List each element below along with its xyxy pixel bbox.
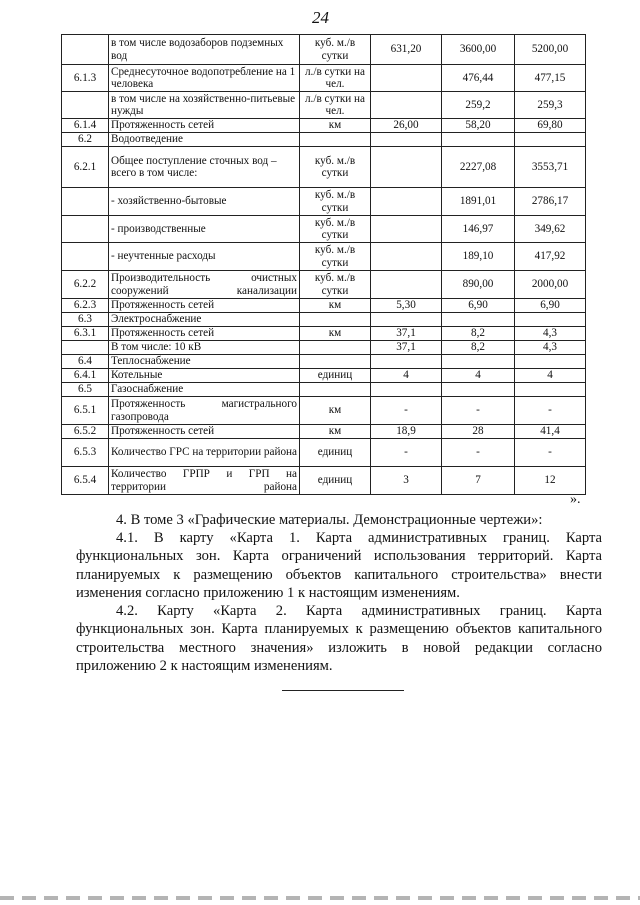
cell-v1: 37,1 <box>371 341 442 355</box>
cell-unit: куб. м./в сутки <box>300 271 371 299</box>
cell-code: 6.5.3 <box>62 439 109 467</box>
table-row <box>62 327 586 341</box>
cell-v1 <box>371 216 442 243</box>
cell-name: Протяженность сетей <box>109 327 300 341</box>
cell-name: Теплоснабжение <box>109 355 300 369</box>
cell-v1: 26,00 <box>371 119 442 133</box>
cell-v1 <box>371 188 442 216</box>
cell-code: 6.5.4 <box>62 467 109 495</box>
cell-v3: 4 <box>515 369 586 383</box>
cell-v1: 5,30 <box>371 299 442 313</box>
cell-code: 6.5 <box>62 383 109 397</box>
cell-v2: 7 <box>442 467 515 495</box>
cell-v3: 6,90 <box>515 299 586 313</box>
cell-unit: км <box>300 119 371 133</box>
table-row <box>62 355 586 369</box>
cell-v2: 189,10 <box>442 243 515 271</box>
cell-code: 6.3.1 <box>62 327 109 341</box>
cell-code <box>62 216 109 243</box>
cell-unit: единиц <box>300 439 371 467</box>
cell-unit: куб. м./в сутки <box>300 35 371 65</box>
cell-v2: 6,90 <box>442 299 515 313</box>
cell-unit <box>300 341 371 355</box>
cell-v2 <box>442 313 515 327</box>
cell-v3: 41,4 <box>515 425 586 439</box>
cell-unit: км <box>300 397 371 425</box>
cell-unit <box>300 313 371 327</box>
cell-v3: 69,80 <box>515 119 586 133</box>
cell-v2: 8,2 <box>442 327 515 341</box>
cell-unit: куб. м./в сутки <box>300 243 371 271</box>
cell-unit: единиц <box>300 467 371 495</box>
cell-name: - неучтенные расходы <box>109 243 300 271</box>
table-row <box>62 397 586 425</box>
cell-name: в том числе водозаборов подземных вод <box>109 35 300 65</box>
cell-code <box>62 35 109 65</box>
cell-v3 <box>515 355 586 369</box>
cell-name: Протяженность сетей <box>109 299 300 313</box>
cell-v3 <box>515 383 586 397</box>
cell-unit <box>300 133 371 147</box>
cell-unit <box>300 383 371 397</box>
cell-v2 <box>442 355 515 369</box>
cell-v2 <box>442 383 515 397</box>
cell-v1 <box>371 147 442 188</box>
table-row <box>62 299 586 313</box>
cell-name: Котельные <box>109 369 300 383</box>
cell-code: 6.1.3 <box>62 65 109 92</box>
cell-v2: 58,20 <box>442 119 515 133</box>
table-row <box>62 35 586 65</box>
cell-name: Протяженность магистрального газопровода <box>109 397 300 425</box>
table-row <box>62 383 586 397</box>
cell-unit: куб. м./в сутки <box>300 216 371 243</box>
cell-v1 <box>371 355 442 369</box>
table-row <box>62 243 586 271</box>
indicators-table <box>61 34 586 495</box>
page-number: 24 <box>312 8 329 27</box>
cell-code: 6.2.3 <box>62 299 109 313</box>
table-row <box>62 313 586 327</box>
cell-name: Количество ГРПР и ГРП на территории района <box>109 467 300 495</box>
cell-v2: - <box>442 397 515 425</box>
cell-name: Среднесуточное водопотребление на 1 человека <box>109 65 300 92</box>
cell-v1: - <box>371 397 442 425</box>
cell-name: Производительность очистных сооружений канализации <box>109 271 300 299</box>
table-row <box>62 369 586 383</box>
cell-unit: куб. м./в сутки <box>300 147 371 188</box>
cell-name: Общее поступление сточных вод – всего в том числе: <box>109 147 300 188</box>
cell-code: 6.1.4 <box>62 119 109 133</box>
table-row <box>62 133 586 147</box>
table-row <box>62 271 586 299</box>
cell-name: Газоснабжение <box>109 383 300 397</box>
cell-v1: - <box>371 439 442 467</box>
cell-name: Протяженность сетей <box>109 425 300 439</box>
cell-name: Водоотведение <box>109 133 300 147</box>
cell-v3: 5200,00 <box>515 35 586 65</box>
table-row <box>62 216 586 243</box>
paragraph-4-1: 4.1. В карту «Карта 1. Карта административных границ. Карта функциональных зон. Карта ограничений использования территорий. Карта планируемых к размещению объектов капитального строительства» внести изменения согласно приложению 1 к настоящим изменениям. <box>76 530 602 602</box>
cell-v3: 4,3 <box>515 327 586 341</box>
cell-unit: куб. м./в сутки <box>300 188 371 216</box>
cell-v3: 4,3 <box>515 341 586 355</box>
cell-code: 6.4.1 <box>62 369 109 383</box>
cell-v3 <box>515 313 586 327</box>
cell-name: В том числе: 10 кВ <box>109 341 300 355</box>
cell-unit: л./в сутки на чел. <box>300 65 371 92</box>
cell-name: Протяженность сетей <box>109 119 300 133</box>
cell-v2: 890,00 <box>442 271 515 299</box>
footer-stripe <box>0 896 640 900</box>
cell-v2: 2227,08 <box>442 147 515 188</box>
cell-v3: 12 <box>515 467 586 495</box>
cell-v2: - <box>442 439 515 467</box>
closing-quote: ». <box>570 492 581 507</box>
cell-v2: 146,97 <box>442 216 515 243</box>
cell-v2 <box>442 133 515 147</box>
cell-v1 <box>371 313 442 327</box>
cell-v1: 4 <box>371 369 442 383</box>
cell-code: 6.5.1 <box>62 397 109 425</box>
cell-code <box>62 341 109 355</box>
cell-v1: 18,9 <box>371 425 442 439</box>
cell-code: 6.2.1 <box>62 147 109 188</box>
cell-unit: км <box>300 425 371 439</box>
cell-v1: 631,20 <box>371 35 442 65</box>
cell-v1 <box>371 383 442 397</box>
table-row <box>62 341 586 355</box>
cell-v3: 259,3 <box>515 92 586 119</box>
table-row <box>62 92 586 119</box>
cell-v3: 3553,71 <box>515 147 586 188</box>
table-row <box>62 439 586 467</box>
cell-code: 6.2 <box>62 133 109 147</box>
cell-unit <box>300 355 371 369</box>
cell-v2: 4 <box>442 369 515 383</box>
table-row <box>62 425 586 439</box>
cell-v1 <box>371 65 442 92</box>
cell-v2: 3600,00 <box>442 35 515 65</box>
cell-v1 <box>371 133 442 147</box>
table-row <box>62 147 586 188</box>
cell-unit: км <box>300 299 371 313</box>
cell-unit: единиц <box>300 369 371 383</box>
cell-v2: 28 <box>442 425 515 439</box>
separator-line <box>282 690 404 691</box>
cell-v2: 8,2 <box>442 341 515 355</box>
cell-code: 6.2.2 <box>62 271 109 299</box>
cell-v3: 2786,17 <box>515 188 586 216</box>
table-body <box>62 35 586 495</box>
cell-code <box>62 243 109 271</box>
cell-code: 6.4 <box>62 355 109 369</box>
cell-v1 <box>371 271 442 299</box>
cell-v3: 349,62 <box>515 216 586 243</box>
cell-name: - производственные <box>109 216 300 243</box>
cell-v1: 37,1 <box>371 327 442 341</box>
table-row <box>62 119 586 133</box>
paragraph-4-2: 4.2. Карту «Карта 2. Карта административных границ. Карта функциональных зон. Карта планируемых к размещению объектов капитального строительства местного значения» изложить в новой редакции согласно приложению 2 к настоящим изменениям. <box>76 603 602 675</box>
paragraph-4: 4. В томе 3 «Графические материалы. Демонстрационные чертежи»: <box>116 512 543 528</box>
cell-v3: 417,92 <box>515 243 586 271</box>
cell-name: - хозяйственно-бытовые <box>109 188 300 216</box>
table-row <box>62 65 586 92</box>
cell-unit: л./в сутки на чел. <box>300 92 371 119</box>
cell-v1 <box>371 92 442 119</box>
cell-v3 <box>515 133 586 147</box>
table-row <box>62 467 586 495</box>
cell-code <box>62 188 109 216</box>
cell-v2: 1891,01 <box>442 188 515 216</box>
cell-v1 <box>371 243 442 271</box>
cell-v3: - <box>515 397 586 425</box>
cell-v3: 477,15 <box>515 65 586 92</box>
cell-v3: - <box>515 439 586 467</box>
cell-name: Электроснабжение <box>109 313 300 327</box>
cell-name: Количество ГРС на территории района <box>109 439 300 467</box>
cell-v2: 259,2 <box>442 92 515 119</box>
cell-code <box>62 92 109 119</box>
cell-code: 6.5.2 <box>62 425 109 439</box>
cell-v3: 2000,00 <box>515 271 586 299</box>
table-row <box>62 188 586 216</box>
cell-unit: км <box>300 327 371 341</box>
cell-v1: 3 <box>371 467 442 495</box>
cell-v2: 476,44 <box>442 65 515 92</box>
cell-code: 6.3 <box>62 313 109 327</box>
cell-name: в том числе на хозяйственно-питьевые нужды <box>109 92 300 119</box>
